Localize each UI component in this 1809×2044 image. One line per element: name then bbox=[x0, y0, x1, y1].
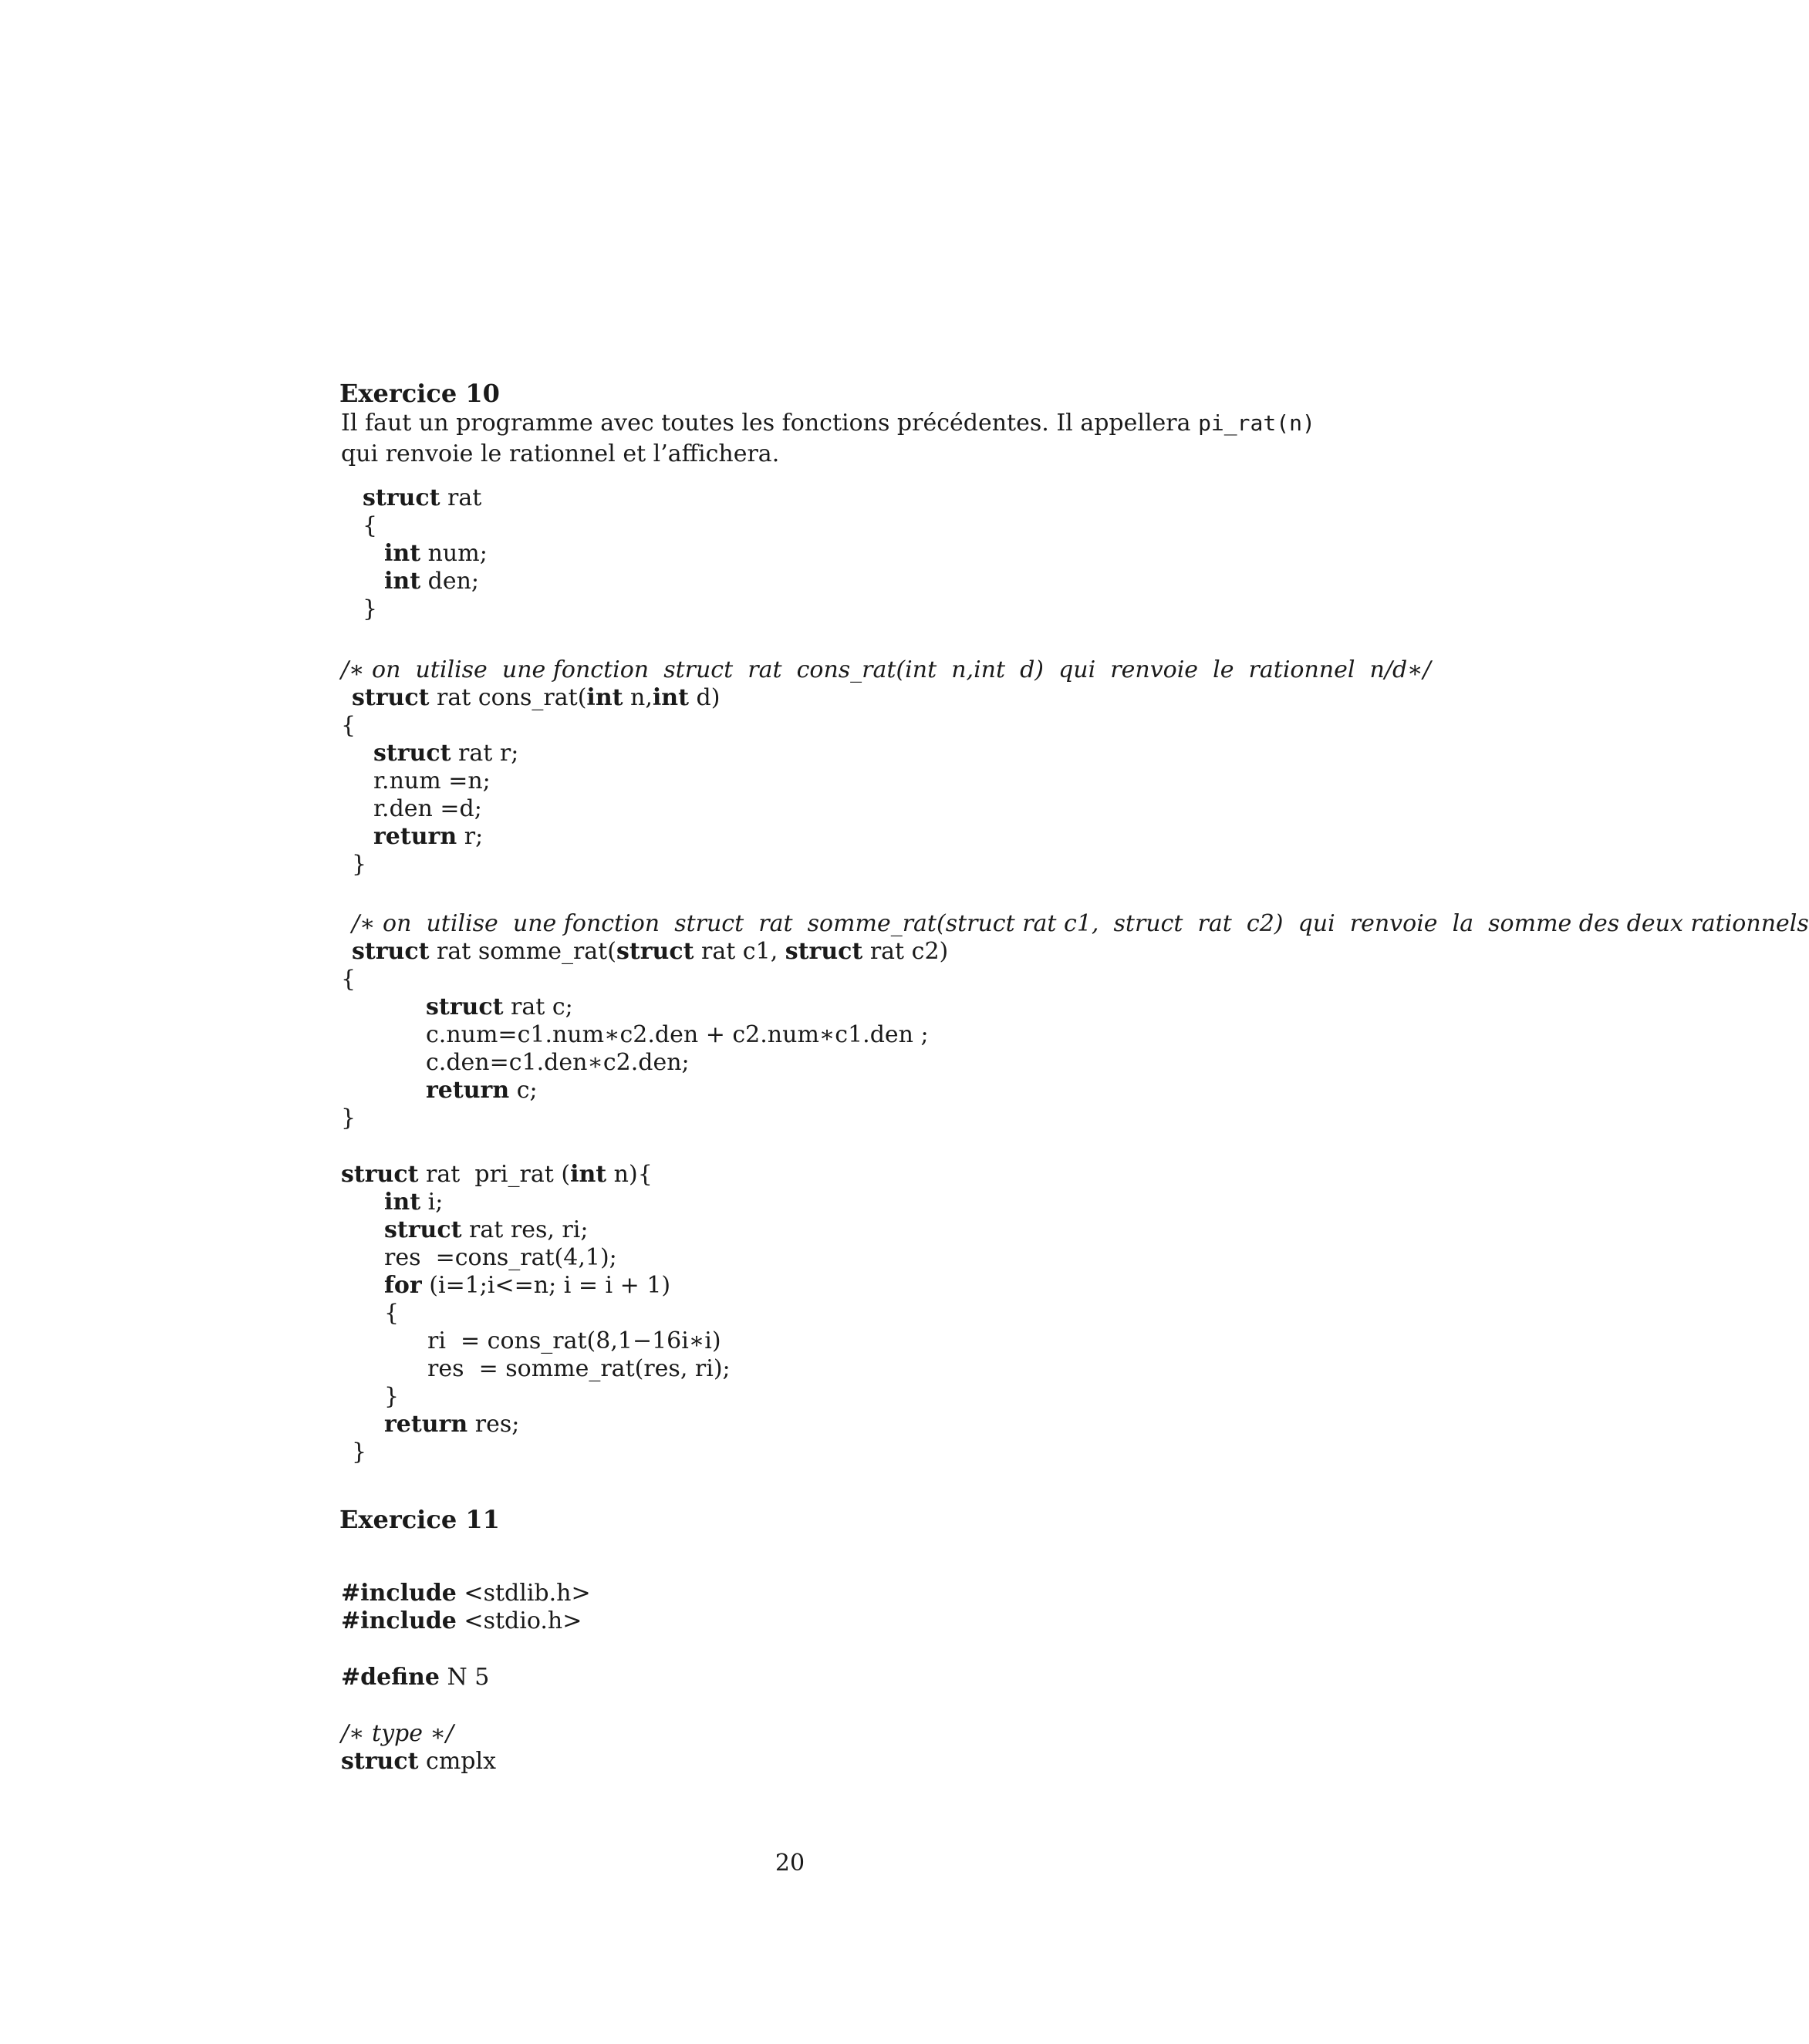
code-line: struct rat somme_rat(struct rat c1, struct rat c2) bbox=[352, 938, 949, 965]
code-line: res = somme_rat(res, ri); bbox=[427, 1355, 731, 1382]
code-line: } bbox=[341, 1105, 356, 1132]
exercise-10-heading: Exercice 10 bbox=[339, 379, 500, 408]
code-line: r.den =d; bbox=[373, 795, 482, 822]
code-line: { bbox=[384, 1300, 400, 1327]
code-line: { bbox=[363, 512, 378, 539]
code-line: c.num=c1.num∗c2.den + c2.num∗c1.den ; bbox=[426, 1021, 929, 1048]
code-line: } bbox=[352, 1439, 367, 1466]
code-line: #include <stdio.h> bbox=[341, 1607, 582, 1634]
code-line: { bbox=[341, 712, 356, 739]
code-line: struct rat bbox=[363, 484, 482, 511]
exercise-10-intro-line2: qui renvoie le rationnel et l’affichera. bbox=[341, 440, 780, 467]
code-line: return c; bbox=[426, 1077, 538, 1104]
code-comment: /∗ on utilise une fonction struct rat somme_rat(struct rat c1, struct rat c2) qui renvoie la somme des deux rationnels bbox=[352, 910, 1809, 937]
code-line: return r; bbox=[373, 823, 484, 850]
code-line: struct rat c; bbox=[426, 993, 573, 1020]
code-line: int num; bbox=[384, 540, 488, 567]
code-line: ri = cons_rat(8,1−16i∗i) bbox=[427, 1327, 721, 1354]
code-line: int den; bbox=[384, 568, 480, 595]
intro-text: Il faut un programme avec toutes les fonctions précédentes. Il appellera bbox=[341, 410, 1199, 437]
code-line: } bbox=[352, 851, 367, 878]
exercise-11-heading: Exercice 11 bbox=[339, 1505, 500, 1534]
code-line: res =cons_rat(4,1); bbox=[384, 1244, 617, 1271]
code-line: } bbox=[363, 595, 378, 622]
code-line: struct rat cons_rat(int n,int d) bbox=[352, 684, 721, 711]
code-line: struct rat r; bbox=[373, 740, 519, 767]
code-line: r.num =n; bbox=[373, 767, 491, 794]
code-comment: /∗ type ∗/ bbox=[341, 1720, 454, 1747]
code-line: struct cmplx bbox=[341, 1748, 497, 1775]
code-line: { bbox=[341, 966, 356, 993]
code-line: int i; bbox=[384, 1189, 444, 1216]
code-line: return res; bbox=[384, 1411, 520, 1438]
code-line: struct rat res, ri; bbox=[384, 1216, 589, 1243]
code-line: #define N 5 bbox=[341, 1664, 490, 1691]
code-line: for (i=1;i<=n; i = i + 1) bbox=[384, 1272, 671, 1299]
code-line: } bbox=[384, 1383, 400, 1410]
intro-code: pi_rat(n) bbox=[1198, 410, 1315, 436]
code-comment: /∗ on utilise une fonction struct rat cons_rat(int n,int d) qui renvoie le rationnel n/d∗/ bbox=[341, 656, 1431, 683]
code-line: #include <stdlib.h> bbox=[341, 1580, 591, 1607]
code-line: struct rat pri_rat (int n){ bbox=[341, 1161, 653, 1188]
exercise-10-intro-line1 bbox=[341, 412, 1315, 435]
code-line: c.den=c1.den∗c2.den; bbox=[426, 1049, 690, 1076]
page-number: 20 bbox=[775, 1850, 805, 1877]
